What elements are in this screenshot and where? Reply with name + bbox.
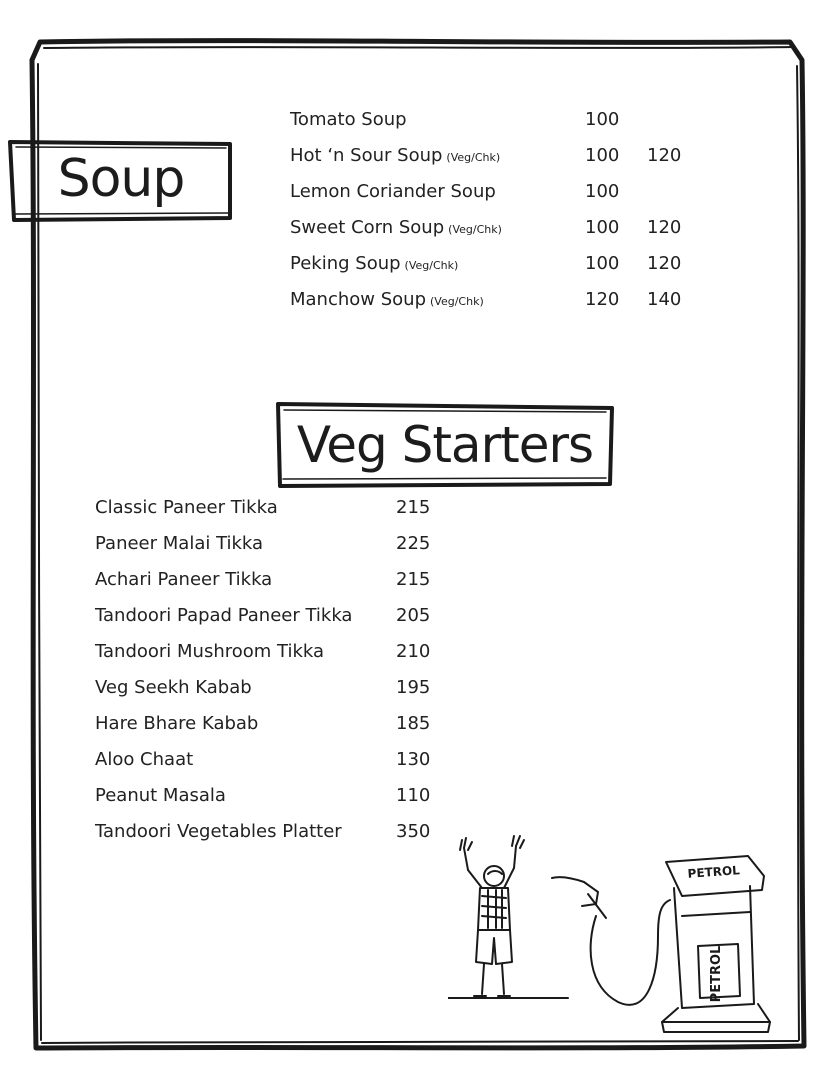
list-item	[290, 141, 710, 177]
price-chk: 120	[647, 217, 682, 238]
list-item	[95, 817, 495, 853]
list-item	[95, 637, 495, 673]
list-item	[95, 565, 495, 601]
price-veg: 100	[585, 217, 620, 238]
list-item	[95, 781, 495, 817]
list-item	[95, 601, 495, 637]
item-price: 215	[396, 569, 431, 590]
item-name: Sweet Corn Soup (Veg/Chk)	[290, 217, 502, 238]
item-price: 205	[396, 605, 431, 626]
item-name: Hare Bhare Kabab	[95, 713, 259, 734]
soup-list	[290, 105, 710, 321]
list-item	[95, 709, 495, 745]
price-chk: 120	[647, 253, 682, 274]
item-name: Aloo Chaat	[95, 749, 194, 770]
item-name: Classic Paneer Tikka	[95, 497, 278, 518]
item-name: Tandoori Vegetables Platter	[95, 821, 342, 842]
item-price: 130	[396, 749, 431, 770]
price-chk: 140	[647, 289, 682, 310]
item-name: Paneer Malai Tikka	[95, 533, 264, 554]
list-item	[290, 249, 710, 285]
item-price: 110	[396, 785, 431, 806]
item-price: 195	[396, 677, 431, 698]
list-item	[290, 177, 710, 213]
price-veg: 100	[585, 181, 620, 202]
list-item	[290, 285, 710, 321]
price-veg: 100	[585, 109, 620, 130]
item-name: Hot ‘n Sour Soup (Veg/Chk)	[290, 145, 501, 166]
man-figure	[460, 836, 524, 996]
item-name: Manchow Soup (Veg/Chk)	[290, 289, 484, 310]
list-item	[290, 105, 710, 141]
item-price: 185	[396, 713, 431, 734]
item-price: 210	[396, 641, 431, 662]
price-veg: 100	[585, 253, 620, 274]
item-name: Veg Seekh Kabab	[95, 677, 252, 698]
price-veg: 100	[585, 145, 620, 166]
item-name: Achari Paneer Tikka	[95, 569, 273, 590]
item-name: Peking Soup (Veg/Chk)	[290, 253, 459, 274]
item-price: 225	[396, 533, 431, 554]
price-veg: 120	[585, 289, 620, 310]
fuel-pump	[552, 856, 770, 1032]
pump-side-label: PETROL	[709, 945, 724, 1003]
soup-section-title: Soup	[57, 149, 185, 209]
item-name: Peanut Masala	[95, 785, 226, 806]
cartoon-illustration	[448, 826, 778, 1038]
list-item	[95, 745, 495, 781]
item-name: Tomato Soup	[290, 109, 407, 130]
list-item	[290, 213, 710, 249]
pump-top-label: PETROL	[687, 863, 741, 881]
list-item	[95, 673, 495, 709]
veg-starters-list	[95, 493, 495, 853]
price-chk: 120	[647, 145, 682, 166]
item-name: Tandoori Mushroom Tikka	[95, 641, 325, 662]
item-price: 350	[396, 821, 431, 842]
item-price: 215	[396, 497, 431, 518]
list-item	[95, 529, 495, 565]
veg-starters-section-title: Veg Starters	[296, 416, 594, 474]
item-name: Lemon Coriander Soup	[290, 181, 496, 202]
item-name: Tandoori Papad Paneer Tikka	[95, 605, 353, 626]
list-item	[95, 493, 495, 529]
